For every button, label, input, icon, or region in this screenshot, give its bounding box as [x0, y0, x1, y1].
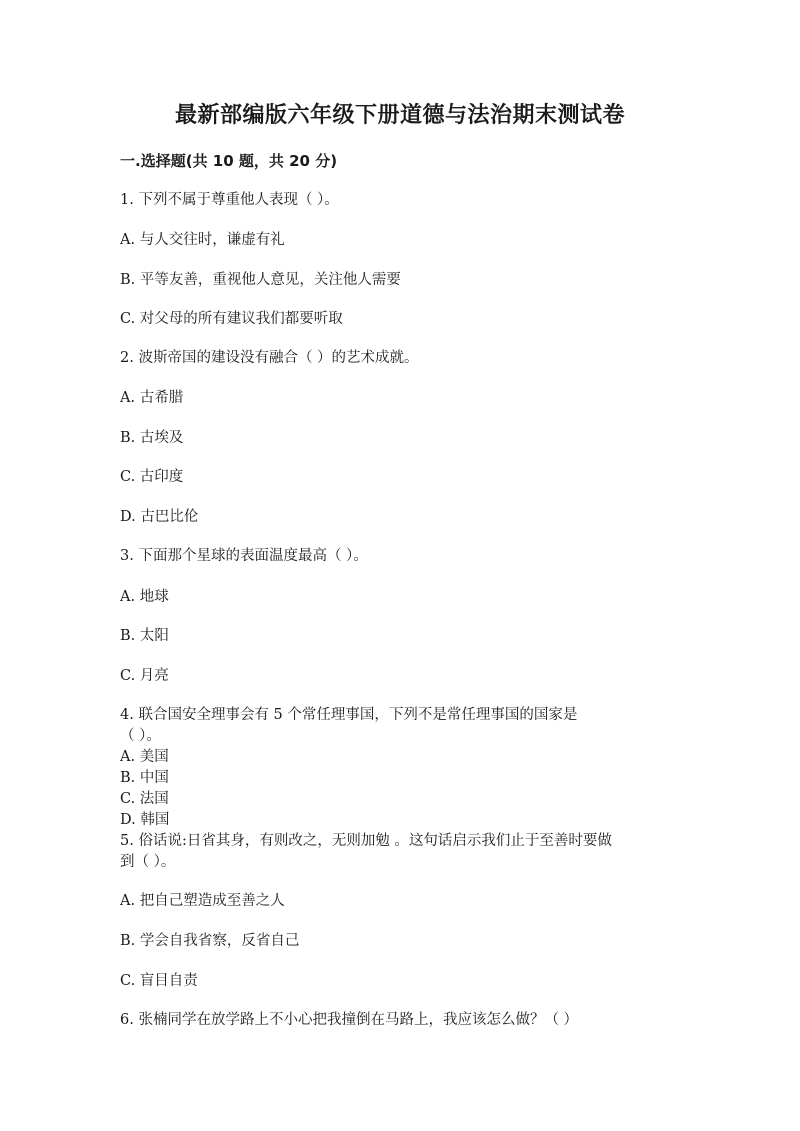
question-2-option-c: C. 古印度: [120, 469, 184, 485]
question-2-stem: 2. 波斯帝国的建设没有融合（ ）的艺术成就。: [120, 350, 419, 366]
question-4-option-c: C. 法国: [120, 791, 169, 807]
question-1-option-a: A. 与人交往时，谦虚有礼: [120, 232, 285, 248]
question-1-stem: 1. 下列不属于尊重他人表现（ ）。: [120, 192, 339, 208]
question-4-stem-line-1: 4. 联合国安全理事会有 5 个常任理事国，下列不是常任理事国的国家是: [120, 707, 578, 723]
question-3-option-a: A. 地球: [120, 589, 169, 605]
question-5-option-a: A. 把自己塑造成至善之人: [120, 893, 285, 909]
question-2-option-a: A. 古希腊: [120, 390, 184, 406]
question-5-option-c: C. 盲目自责: [120, 973, 198, 989]
page-title: 最新部编版六年级下册道德与法治期末测试卷: [174, 103, 625, 128]
question-4-stem-line-2: （ ）。: [120, 728, 161, 744]
question-5-stem-line-2: 到（ ）。: [120, 854, 176, 870]
question-3-option-c: C. 月亮: [120, 668, 169, 684]
question-1-option-b: B. 平等友善，重视他人意见，关注他人需要: [120, 272, 401, 288]
section-heading: 一.选择题(共 10 题，共 20 分): [120, 152, 338, 170]
question-1-option-c: C. 对父母的所有建议我们都要听取: [120, 311, 343, 327]
question-2-option-b: B. 古埃及: [120, 430, 184, 446]
question-5-stem-line-1: 5. 俗话说:日省其身，有则改之，无则加勉 。这句话启示我们止于至善时要做: [120, 833, 612, 849]
question-4-option-d: D. 韩国: [120, 812, 170, 828]
question-3-stem: 3. 下面那个星球的表面温度最高（ ）。: [120, 548, 368, 564]
question-2-option-d: D. 古巴比伦: [120, 509, 199, 525]
question-3-option-b: B. 太阳: [120, 628, 169, 644]
question-5-option-b: B. 学会自我省察，反省自己: [120, 933, 300, 949]
question-4-option-a: A. 美国: [120, 749, 169, 765]
question-6-stem: 6. 张楠同学在放学路上不小心把我撞倒在马路上，我应该怎么做？（ ）: [120, 1012, 579, 1028]
question-4-option-b: B. 中国: [120, 770, 169, 786]
